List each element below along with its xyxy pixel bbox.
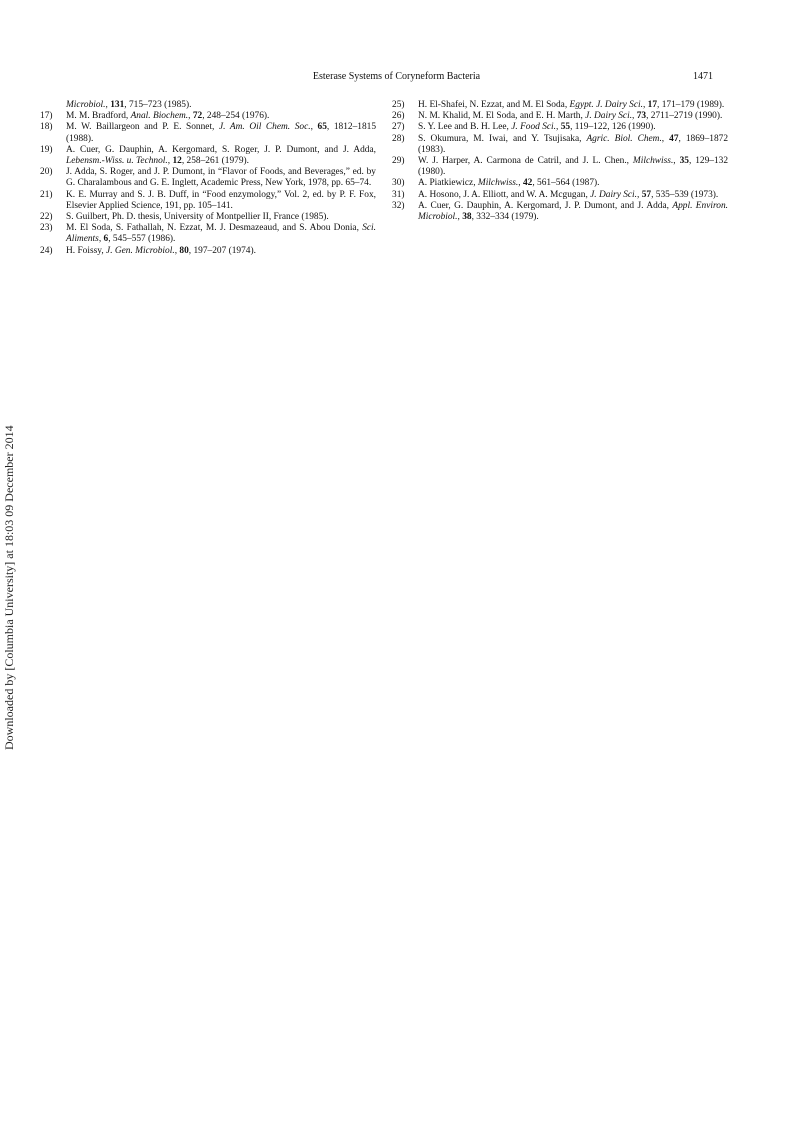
reference-item bbox=[392, 156, 728, 178]
reference-number: 19) bbox=[40, 144, 53, 155]
reference-number: 22) bbox=[40, 212, 53, 223]
reference-item bbox=[40, 246, 376, 257]
reference-text: M. El Soda, S. Fathallah, N. Ezzat, M. J. Desmazeaud, and S. Abou Donia, Sci. Aliments, 6, 545–557 (1986). bbox=[66, 223, 376, 245]
reference-number: 29) bbox=[392, 156, 405, 167]
reference-number: 32) bbox=[392, 200, 405, 211]
reference-item bbox=[40, 122, 376, 144]
reference-number: 20) bbox=[40, 167, 53, 178]
reference-number: 24) bbox=[40, 245, 53, 256]
reference-number: 28) bbox=[392, 133, 405, 144]
reference-text: S. Guilbert, Ph. D. thesis, University of Montpellier II, France (1985). bbox=[66, 212, 329, 223]
download-watermark bbox=[0, 380, 16, 750]
reference-item bbox=[392, 178, 728, 189]
references-left-column bbox=[40, 100, 376, 257]
reference-item bbox=[40, 100, 376, 111]
reference-number: 30) bbox=[392, 178, 405, 189]
reference-text: Microbiol., 131, 715–723 (1985). bbox=[66, 100, 192, 110]
page-number: 1471 bbox=[693, 71, 713, 82]
reference-text: W. J. Harper, A. Carmona de Catril, and J. L. Chen., Milchwiss., 35, 129–132 (1980). bbox=[418, 156, 729, 178]
reference-item bbox=[392, 190, 728, 201]
reference-text: A. Piatkiewicz, Milchwiss., 42, 561–564 (1987). bbox=[418, 178, 600, 189]
reference-item bbox=[392, 201, 728, 223]
reference-text: M. M. Bradford, Anal. Biochem., 72, 248–254 (1976). bbox=[66, 111, 270, 122]
reference-text: H. El-Shafei, N. Ezzat, and M. El Soda, Egypt. J. Dairy Sci., 17, 171–179 (1989). bbox=[418, 100, 725, 110]
reference-number: 27) bbox=[392, 122, 405, 133]
reference-number: 25) bbox=[392, 100, 405, 110]
running-header bbox=[0, 70, 793, 84]
reference-text: A. Hosono, J. A. Elliott, and W. A. Mcgugan, J. Dairy Sci., 57, 535–539 (1973). bbox=[418, 189, 719, 200]
reference-text: S. Y. Lee and B. H. Lee, J. Food Sci., 55, 119–122, 126 (1990). bbox=[418, 122, 656, 133]
reference-text: K. E. Murray and S. J. B. Duff, in “Food enzymology,” Vol. 2, ed. by P. F. Fox, Elsevier Applied Science, 191, pp. 105–141. bbox=[66, 189, 376, 211]
reference-number: 23) bbox=[40, 223, 53, 234]
reference-text: N. M. Khalid, M. El Soda, and E. H. Marth, J. Dairy Sci., 73, 2711–2719 (1990). bbox=[418, 111, 723, 122]
reference-item bbox=[40, 111, 376, 122]
download-note: Downloaded by [Columbia University] at 18:03 09 December 2014 bbox=[2, 425, 16, 750]
reference-number: 18) bbox=[40, 122, 53, 133]
reference-item bbox=[392, 134, 728, 156]
reference-number: 17) bbox=[40, 111, 53, 122]
running-title: Esterase Systems of Coryneform Bacteria bbox=[312, 71, 481, 82]
reference-item bbox=[40, 167, 376, 189]
references-right-column bbox=[392, 100, 728, 223]
reference-item bbox=[40, 145, 376, 167]
reference-item bbox=[392, 111, 728, 122]
reference-item bbox=[392, 122, 728, 133]
reference-text: A. Cuer, G. Dauphin, A. Kergomard, J. P. Dumont, and J. Adda, Appl. Environ. Microbiol., 38, 332–334 (1979). bbox=[418, 200, 728, 223]
reference-text: A. Cuer, G. Dauphin, A. Kergomard, S. Roger, J. P. Dumont, and J. Adda, Lebensm.-Wiss. u. Technol., 12, 258–261 (1979). bbox=[66, 144, 376, 167]
reference-text: J. Adda, S. Roger, and J. P. Dumont, in “Flavor of Foods, and Beverages,” ed. by G. Charalambous and G. E. Inglett, Academic Press, New York, 1978, pp. 65–74. bbox=[66, 167, 376, 189]
reference-item bbox=[40, 223, 376, 245]
reference-number: 21) bbox=[40, 189, 53, 200]
reference-item bbox=[40, 212, 376, 223]
reference-item bbox=[392, 100, 728, 111]
reference-text: H. Foissy, J. Gen. Microbiol., 80, 197–207 (1974). bbox=[66, 245, 256, 256]
reference-number: 31) bbox=[392, 189, 405, 200]
reference-number: 26) bbox=[392, 111, 405, 122]
reference-item bbox=[40, 190, 376, 212]
reference-text: M. W. Baillargeon and P. E. Sonnet, J. Am. Oil Chem. Soc., 65, 1812–1815 (1988). bbox=[66, 122, 377, 144]
reference-text: S. Okumura, M. Iwai, and Y. Tsujisaka, Agric. Biol. Chem., 47, 1869–1872 (1983). bbox=[418, 133, 729, 155]
